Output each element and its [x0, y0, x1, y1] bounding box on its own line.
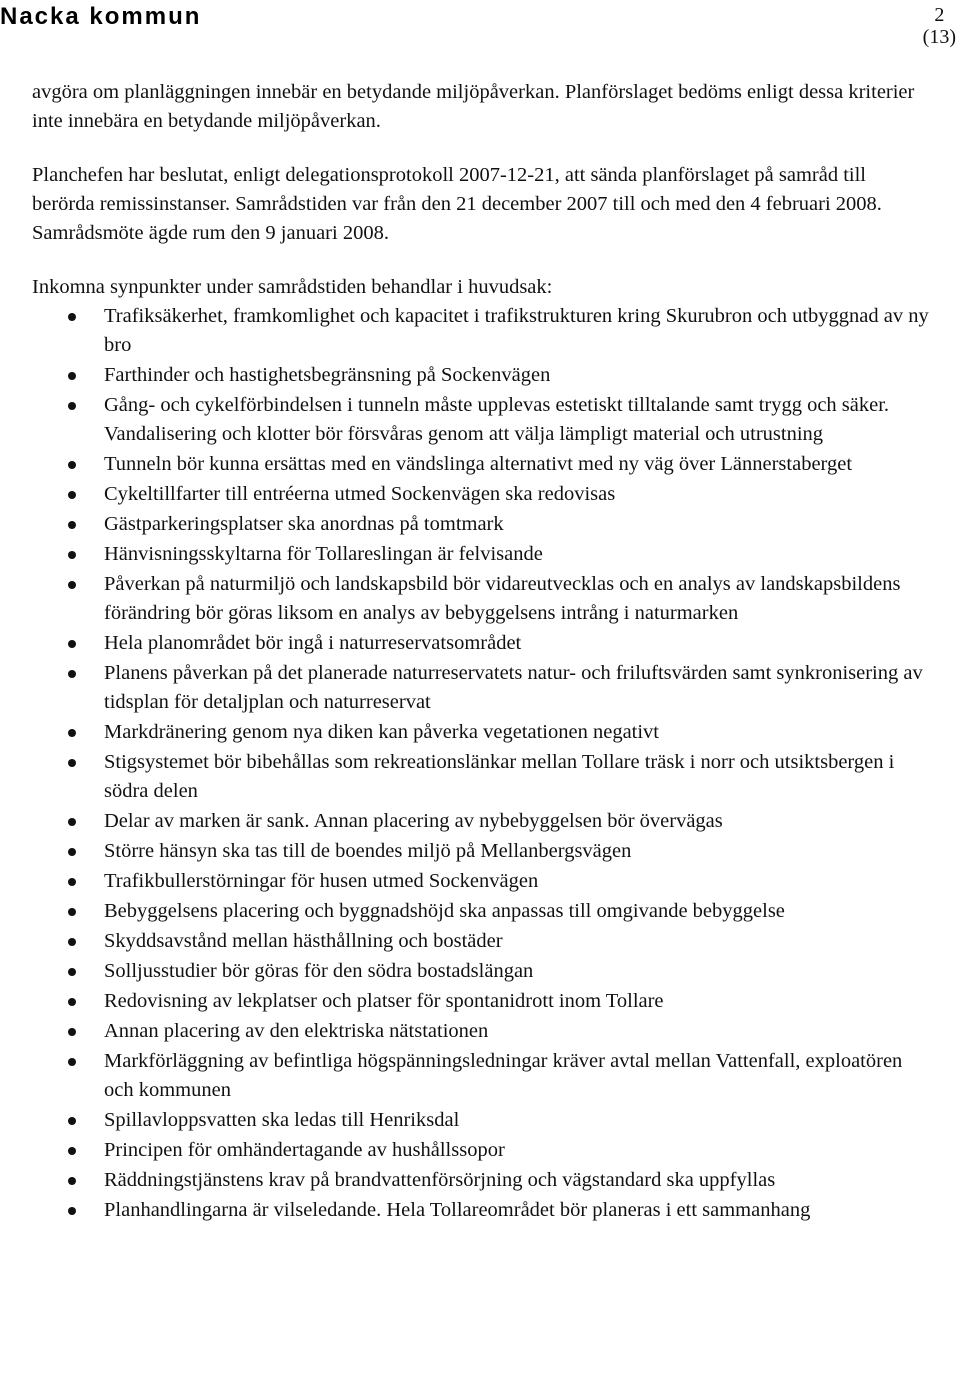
- page-number: [923, 4, 956, 48]
- page-number-total: (13): [922, 26, 956, 48]
- bullet-icon: [68, 581, 76, 589]
- list-item: [32, 987, 932, 1016]
- list-item: [32, 807, 932, 836]
- list-item: [32, 480, 932, 509]
- list-item-text: Annan placering av den elektriska nätstationen: [104, 1020, 489, 1042]
- bullet-icon: [68, 968, 76, 976]
- list-item-text: Gång- och cykelförbindelsen i tunneln måste upplevas estetiskt tilltalande samt trygg och säker. Vandalisering och klotter bör försvåras genom att välja lämpligt material och utrustning: [104, 394, 890, 445]
- list-item-text: Markdränering genom nya diken kan påverka vegetationen negativt: [104, 721, 660, 743]
- bullet-icon: [68, 402, 76, 410]
- paragraph-list-intro: Inkomna synpunkter under samrådstiden behandlar i huvudsak:: [32, 276, 553, 298]
- list-item-text: Trafikbullerstörningar för husen utmed Sockenvägen: [104, 870, 539, 892]
- list-item-text: Påverkan på naturmiljö och landskapsbild bör vidareutvecklas och en analys av landskapsbildens förändring bör göras liksom en analys av bebyggelsens intrång i naturmarken: [104, 573, 901, 624]
- list-item: [32, 659, 932, 717]
- paragraph-assessment: avgöra om planläggningen innebär en betydande miljöpåverkan. Planförslaget bedöms enligt dessa kriterier inte innebära en betydande miljöpåverkan.: [32, 81, 915, 132]
- list-item-text: Delar av marken är sank. Annan placering av nybebyggelsen bör övervägas: [104, 810, 723, 832]
- list-item: [32, 540, 932, 569]
- list-item: [32, 1166, 932, 1195]
- list-item-text: Större hänsyn ska tas till de boendes miljö på Mellanbergsvägen: [104, 840, 632, 862]
- list-item: [32, 1196, 932, 1225]
- list-item-text: Stigsystemet bör bibehållas som rekreationslänkar mellan Tollare träsk i norr och utsiktsbergen i södra delen: [104, 751, 895, 802]
- list-item-text: Planhandlingarna är vilseledande. Hela Tollareområdet bör planeras i ett sammanhang: [104, 1199, 811, 1221]
- list-item-text: Gästparkeringsplatser ska anordnas på tomtmark: [104, 513, 504, 535]
- list-item: [32, 570, 932, 628]
- organization-name: Nacka kommun: [0, 3, 202, 30]
- list-item: [32, 837, 932, 866]
- bullet-icon: [68, 372, 76, 380]
- bullet-icon: [68, 878, 76, 886]
- list-item-text: Planens påverkan på det planerade naturreservatets natur- och friluftsvärden samt synkronisering av tidsplan för detaljplan och naturreservat: [104, 662, 923, 713]
- bullet-icon: [68, 521, 76, 529]
- list-item-text: Tunneln bör kunna ersättas med en vändslinga alternativt med ny väg över Lännerstaberget: [104, 453, 853, 475]
- list-item: [32, 391, 932, 449]
- bullet-icon: [68, 461, 76, 469]
- bullet-icon: [68, 1207, 76, 1215]
- list-item-text: Hela planområdet bör ingå i naturreservatsområdet: [104, 632, 522, 654]
- list-item-text: Solljusstudier bör göras för den södra bostadslängan: [104, 960, 534, 982]
- list-item-text: Skyddsavstånd mellan hästhållning och bostäder: [104, 930, 503, 952]
- bullet-icon: [68, 759, 76, 767]
- list-item: [32, 957, 932, 986]
- list-item: [32, 927, 932, 956]
- list-item-text: Bebyggelsens placering och byggnadshöjd ska anpassas till omgivande bebyggelse: [104, 900, 785, 922]
- list-item: [32, 450, 932, 479]
- list-item-text: Spillavloppsvatten ska ledas till Henriksdal: [104, 1109, 460, 1131]
- list-item-text: Redovisning av lekplatser och platser för spontanidrott inom Tollare: [104, 990, 664, 1012]
- bullet-icon: [68, 729, 76, 737]
- list-item-text: Hänvisningsskyltarna för Tollareslingan är felvisande: [104, 543, 543, 565]
- bullet-icon: [68, 848, 76, 856]
- list-item-text: Principen för omhändertagande av hushållssopor: [104, 1139, 505, 1161]
- bullet-icon: [68, 908, 76, 916]
- list-item: [32, 718, 932, 747]
- paragraph-consultation: Planchefen har beslutat, enligt delegationsprotokoll 2007-12-21, att sända planförslaget på samråd till berörda remissinstanser. Samrådstiden var från den 21 december 2007 till och med den 4 februari 2008. Samrådsmöte ägde rum den 9 januari 2008.: [32, 164, 882, 244]
- bullet-icon: [68, 1028, 76, 1036]
- list-item: [32, 867, 932, 896]
- list-item: [32, 361, 932, 390]
- list-item: [32, 510, 932, 539]
- page-number-current: 2: [934, 4, 945, 26]
- bullet-icon: [68, 1058, 76, 1066]
- bullet-icon: [68, 998, 76, 1006]
- list-item: [32, 897, 932, 926]
- list-item: [32, 629, 932, 658]
- list-item-text: Trafiksäkerhet, framkomlighet och kapacitet i trafikstrukturen kring Skurubron och utbyggnad av ny bro: [104, 305, 929, 356]
- list-item: [32, 302, 932, 360]
- viewpoints-list: [32, 302, 932, 1225]
- bullet-icon: [68, 491, 76, 499]
- bullet-icon: [68, 1147, 76, 1155]
- document-body: [32, 78, 932, 1226]
- bullet-icon: [68, 818, 76, 826]
- list-item-text: Räddningstjänstens krav på brandvattenförsörjning och vägstandard ska uppfyllas: [104, 1169, 776, 1191]
- list-item-text: Markförläggning av befintliga högspänningsledningar kräver avtal mellan Vattenfall, exploatören och kommunen: [104, 1050, 903, 1101]
- list-item: [32, 1017, 932, 1046]
- bullet-icon: [68, 551, 76, 559]
- bullet-icon: [68, 938, 76, 946]
- bullet-icon: [68, 1117, 76, 1125]
- list-item-text: Cykeltillfarter till entréerna utmed Sockenvägen ska redovisas: [104, 483, 616, 505]
- list-item: [32, 1106, 932, 1135]
- list-item: [32, 1136, 932, 1165]
- bullet-icon: [68, 670, 76, 678]
- bullet-icon: [68, 313, 76, 321]
- bullet-icon: [68, 1177, 76, 1185]
- bullet-icon: [68, 640, 76, 648]
- list-item: [32, 1047, 932, 1105]
- list-item: [32, 748, 932, 806]
- list-item-text: Farthinder och hastighetsbegränsning på Sockenvägen: [104, 364, 551, 386]
